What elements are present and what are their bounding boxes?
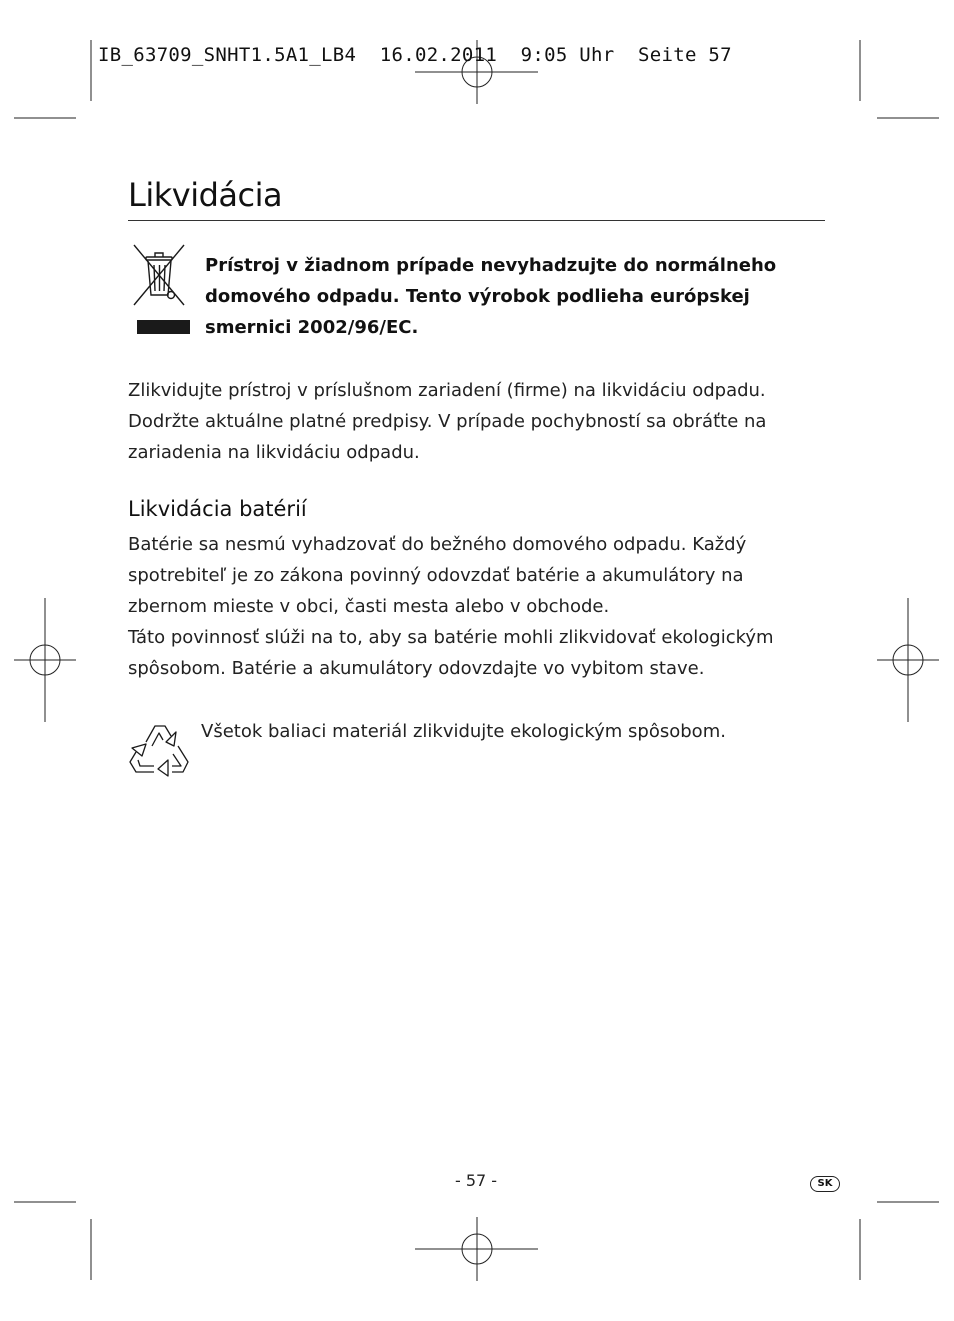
battery-paragraph-2: Táto povinnosť slúži na to, aby sa batérie mohli zlikvidovať ekologickým spôsobom. Batérie a akumulátory odovzdajte vo vybitom stave. (128, 627, 774, 679)
packaging-note: Všetok baliaci materiál zlikvidujte ekologickým spôsobom. (201, 721, 726, 742)
page-number: - 57 - (454, 1171, 498, 1190)
crossed-out-wheelie-bin-icon (132, 243, 186, 309)
battery-heading: Likvidácia batérií (128, 497, 307, 521)
print-slug-header: IB_63709_SNHT1.5A1_LB4 16.02.2011 9:05 Uhr Seite 57 (98, 44, 732, 66)
recycling-arrows-icon (128, 720, 192, 778)
crop-mark-top-left (14, 40, 91, 118)
registration-mark-left-icon (14, 598, 76, 722)
weee-notice: Prístroj v žiadnom prípade nevyhadzujte do normálneho domového odpadu. Tento výrobok podlieha európskej smernici 2002/96/EC. (205, 255, 777, 338)
page-title: Likvidácia (128, 176, 283, 214)
crop-mark-bottom-right (860, 1202, 939, 1280)
crop-mark-bottom-left (14, 1202, 91, 1280)
weee-black-bar (137, 320, 190, 334)
language-badge: SK (810, 1176, 840, 1192)
crop-mark-top-right (860, 40, 939, 118)
disposal-paragraph: Zlikvidujte prístroj v príslušnom zariadení (firme) na likvidáciu odpadu. Dodržte aktuálne platné predpisy. V prípade pochybností sa obráťte na zariadenia na likvidáciu odpadu. (128, 380, 767, 463)
registration-mark-right-icon (877, 598, 939, 722)
battery-paragraph-1: Batérie sa nesmú vyhadzovať do bežného domového odpadu. Každý spotrebiteľ je zo zákona povinný odovzdať batérie a akumulátory na zbernom mieste v obci, časti mesta alebo v obchode. (128, 534, 747, 617)
title-rule (128, 220, 825, 221)
registration-mark-bottom-icon (415, 1217, 538, 1281)
